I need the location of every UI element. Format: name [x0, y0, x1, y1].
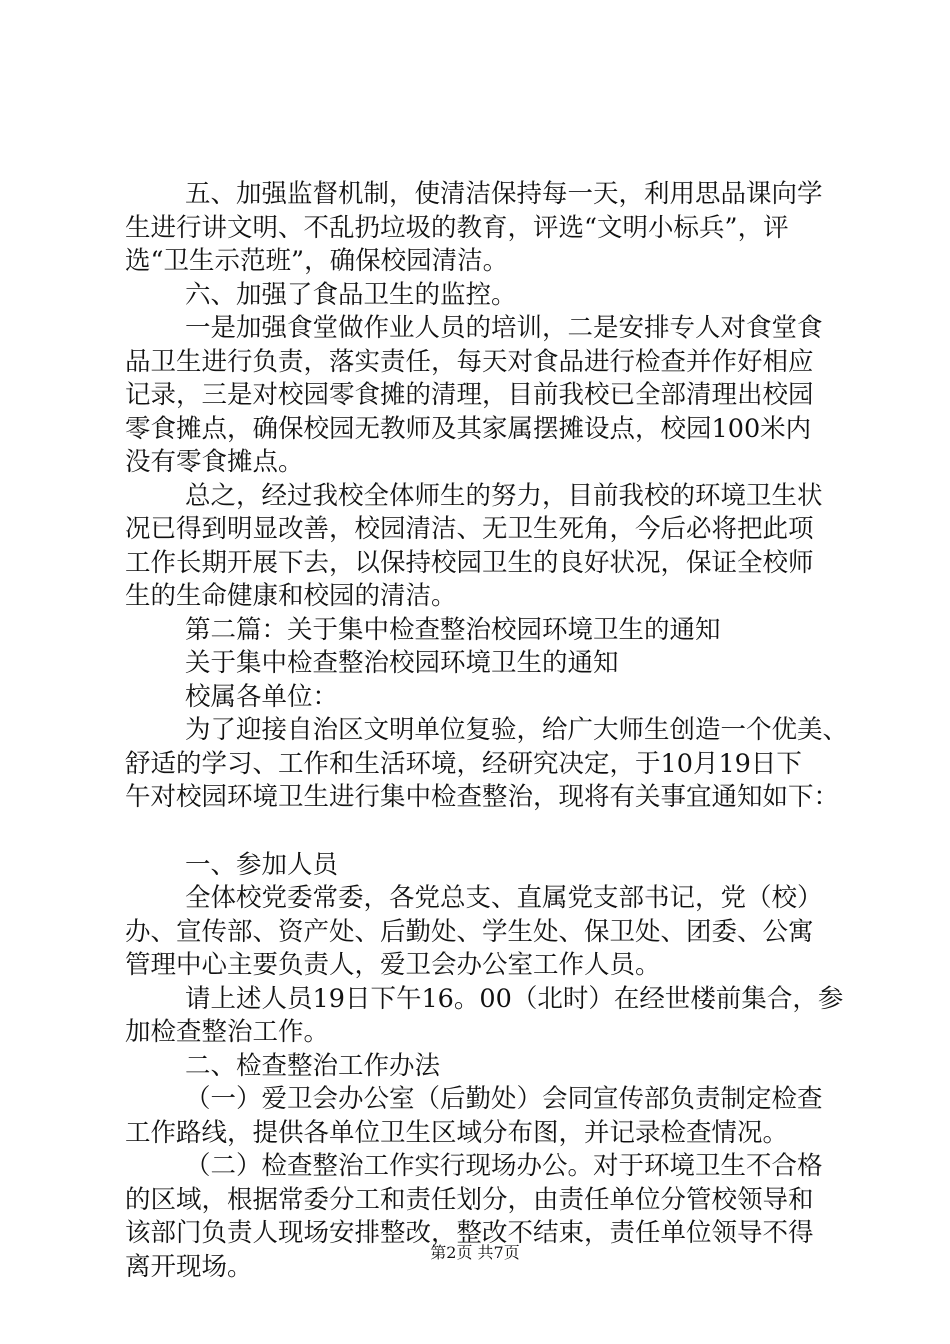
- text-line: 生进行讲文明、不乱扔垃圾的教育，评选“文明小标兵”，评: [125, 213, 789, 243]
- text-line: 况已得到明显改善，校园清洁、无卫生死角，今后必将把此项: [125, 514, 814, 544]
- text-line: 全体校党委常委，各党总支、直属党支部书记，党（校）: [185, 883, 823, 913]
- text-line: 零食摊点，确保校园无教师及其家属摆摊设点，校园100米内: [125, 414, 812, 444]
- text-line: 六、加强了食品卫生的监控。: [185, 280, 517, 310]
- text-line: 生的生命健康和校园的清洁。: [125, 581, 457, 611]
- text-line: 第二篇：关于集中检查整治校园环境卫生的通知: [185, 615, 721, 645]
- text-line: 没有零食摊点。: [125, 447, 304, 477]
- text-line: 一、参加人员: [185, 850, 339, 880]
- text-line: 一是加强食堂做作业人员的培训，二是安排专人对食堂食: [185, 313, 823, 343]
- text-line: 总之，经过我校全体师生的努力，目前我校的环境卫生状: [185, 481, 823, 511]
- text-line: 关于集中检查整治校园环境卫生的通知: [185, 648, 619, 678]
- text-line: 工作路线，提供各单位卫生区域分布图，并记录检查情况。: [125, 1118, 789, 1148]
- text-line: 加检查整治工作。: [125, 1017, 330, 1047]
- text-line: 二、检查整治工作办法: [185, 1051, 441, 1081]
- text-line: 的区域，根据常委分工和责任划分，由责任单位分管校领导和: [125, 1185, 814, 1215]
- text-line: （一）爱卫会办公室（后勤处）会同宣传部负责制定检查: [185, 1084, 823, 1114]
- text-line: 工作长期开展下去，以保持校园卫生的良好状况，保证全校师: [125, 548, 814, 578]
- text-line: 记录，三是对校园零食摊的清理，目前我校已全部清理出校园: [125, 380, 814, 410]
- text-line: 该部门负责人现场安排整改，整改不结束，责任单位领导不得: [125, 1218, 814, 1248]
- text-line: 品卫生进行负责，落实责任，每天对食品进行检查并作好相应: [125, 347, 814, 377]
- text-line: 校属各单位：: [185, 682, 339, 712]
- text-line: 午对校园环境卫生进行集中检查整治，现将有关事宜通知如下：: [125, 782, 840, 812]
- text-line: 离开现场。: [125, 1252, 253, 1282]
- text-line: 选“卫生示范班”，确保校园清洁。: [125, 246, 509, 276]
- text-line: 五、加强监督机制，使清洁保持每一天，利用思品课向学: [185, 179, 823, 209]
- text-line: （二）检查整治工作实行现场办公。对于环境卫生不合格: [185, 1151, 823, 1181]
- text-line: 为了迎接自治区文明单位复验，给广大师生创造一个优美、: [185, 715, 849, 745]
- text-line: 办、宣传部、资产处、后勤处、学生处、保卫处、团委、公寓: [125, 917, 814, 947]
- page-footer: 第2页 共7页: [430, 1243, 520, 1262]
- text-line: 请上述人员19日下午16。00（北时）在经世楼前集合，参: [185, 984, 844, 1014]
- text-line: 舒适的学习、工作和生活环境，经研究决定，于10月19日下: [125, 749, 802, 779]
- text-line: 管理中心主要负责人，爱卫会办公室工作人员。: [125, 950, 661, 980]
